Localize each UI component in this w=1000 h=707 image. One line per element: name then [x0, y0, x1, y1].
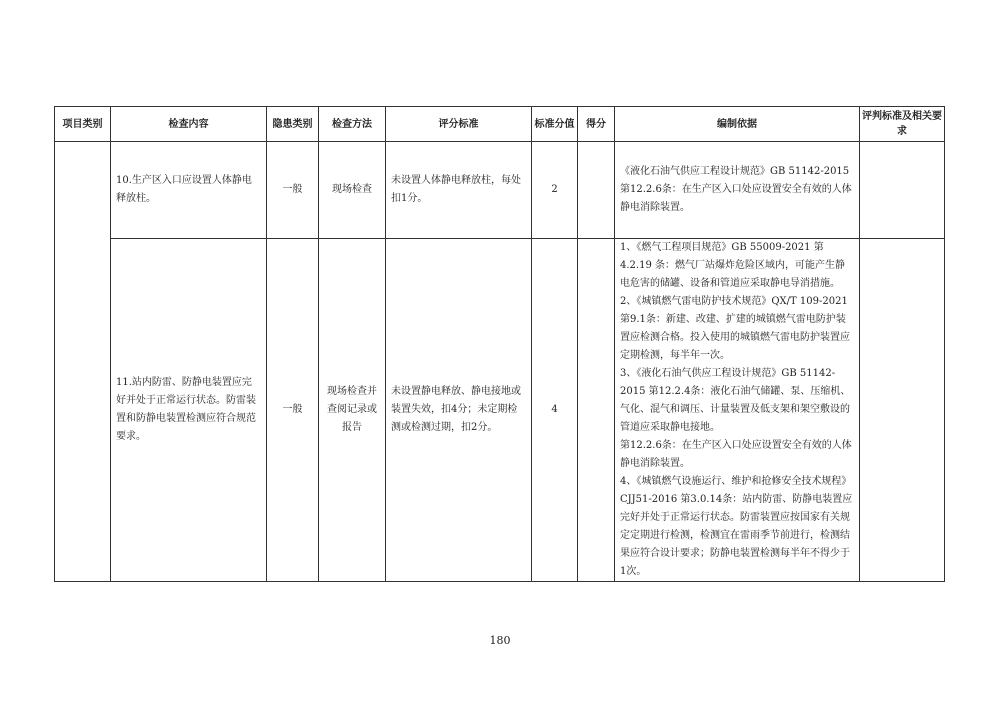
header-score: 得分	[578, 107, 615, 142]
header-method: 检查方法	[319, 107, 386, 142]
cell-score	[578, 239, 615, 582]
table-row	[55, 239, 945, 582]
header-points: 标准分值	[532, 107, 578, 142]
cell-content: 11.站内防雷、防静电装置应完好并处于正常运行状态。防雷装置和防静电装置检测应符合规范要求。	[111, 239, 267, 582]
basis-line: 1、《燃气工程项目规范》GB 55009-2021 第 4.2.19 条：燃气厂站爆炸危险区域内，可能产生静电危害的储罐、设备和管道应采取静电导消措施。	[620, 242, 845, 289]
cell-requirements	[860, 239, 945, 582]
table-row	[55, 142, 945, 239]
basis-line: 《液化石油气供应工程设计规范》GB 51142-2015 第12.2.6条：在生产区入口处应设置安全有效的人体静电消除装置。	[620, 166, 852, 213]
cell-method: 现场检查	[319, 142, 386, 239]
header-category: 项目类别	[55, 107, 111, 142]
cell-scoring: 未设置静电释放、静电接地或装置失效，扣4分；未定期检测或检测过期，扣2分。	[386, 239, 532, 582]
basis-line: 2、《城镇燃气雷电防护技术规范》QX/T 109-2021 第9.1条：新建、改建、扩建的城镇燃气雷电防护装置应检测合格。投入使用的城镇燃气雷电防护装置应定期检测，每半年一次。	[620, 296, 850, 361]
cell-points: 4	[532, 239, 578, 582]
cell-score	[578, 142, 615, 239]
cell-method: 现场检查并查阅记录或报告	[319, 239, 386, 582]
page-number: 180	[489, 634, 511, 647]
table-header-row	[55, 107, 945, 142]
cell-requirements	[860, 142, 945, 239]
basis-line: 3、《液化石油气供应工程设计规范》GB 51142-2015 第12.2.4条：液化石油气储罐、泵、压缩机、气化、混气和调压、计量装置及低支架和架空敷设的管道应采取静电接地。	[620, 368, 851, 433]
cell-points: 2	[532, 142, 578, 239]
cell-scoring: 未设置人体静电释放柱，每处扣1分。	[386, 142, 532, 239]
inspection-table	[54, 106, 945, 582]
basis-line: 4、《城镇燃气设施运行、维护和抢修安全技术规程》CJJ51-2016 第3.0.14条：站内防雷、防静电装置应完好并处于正常运行状态。防雷装置应按国家有关规定定期进行检测，检测宜在雷雨季节前进行，检测结果应符合设计要求；防静电装置检测每半年不得少于1次。	[620, 476, 853, 577]
header-requirements: 评判标准及相关要求	[860, 107, 945, 142]
header-basis: 编制依据	[615, 107, 860, 142]
header-hazard: 隐患类别	[267, 107, 319, 142]
cell-content: 10.生产区入口应设置人体静电释放柱。	[111, 142, 267, 239]
cell-basis	[615, 142, 860, 239]
cell-category	[55, 142, 111, 582]
header-scoring: 评分标准	[386, 107, 532, 142]
header-content: 检查内容	[111, 107, 267, 142]
cell-basis	[615, 239, 860, 582]
cell-hazard: 一般	[267, 239, 319, 582]
basis-line: 第12.2.6条：在生产区入口处应设置安全有效的人体静电消除装置。	[620, 440, 852, 469]
cell-hazard: 一般	[267, 142, 319, 239]
